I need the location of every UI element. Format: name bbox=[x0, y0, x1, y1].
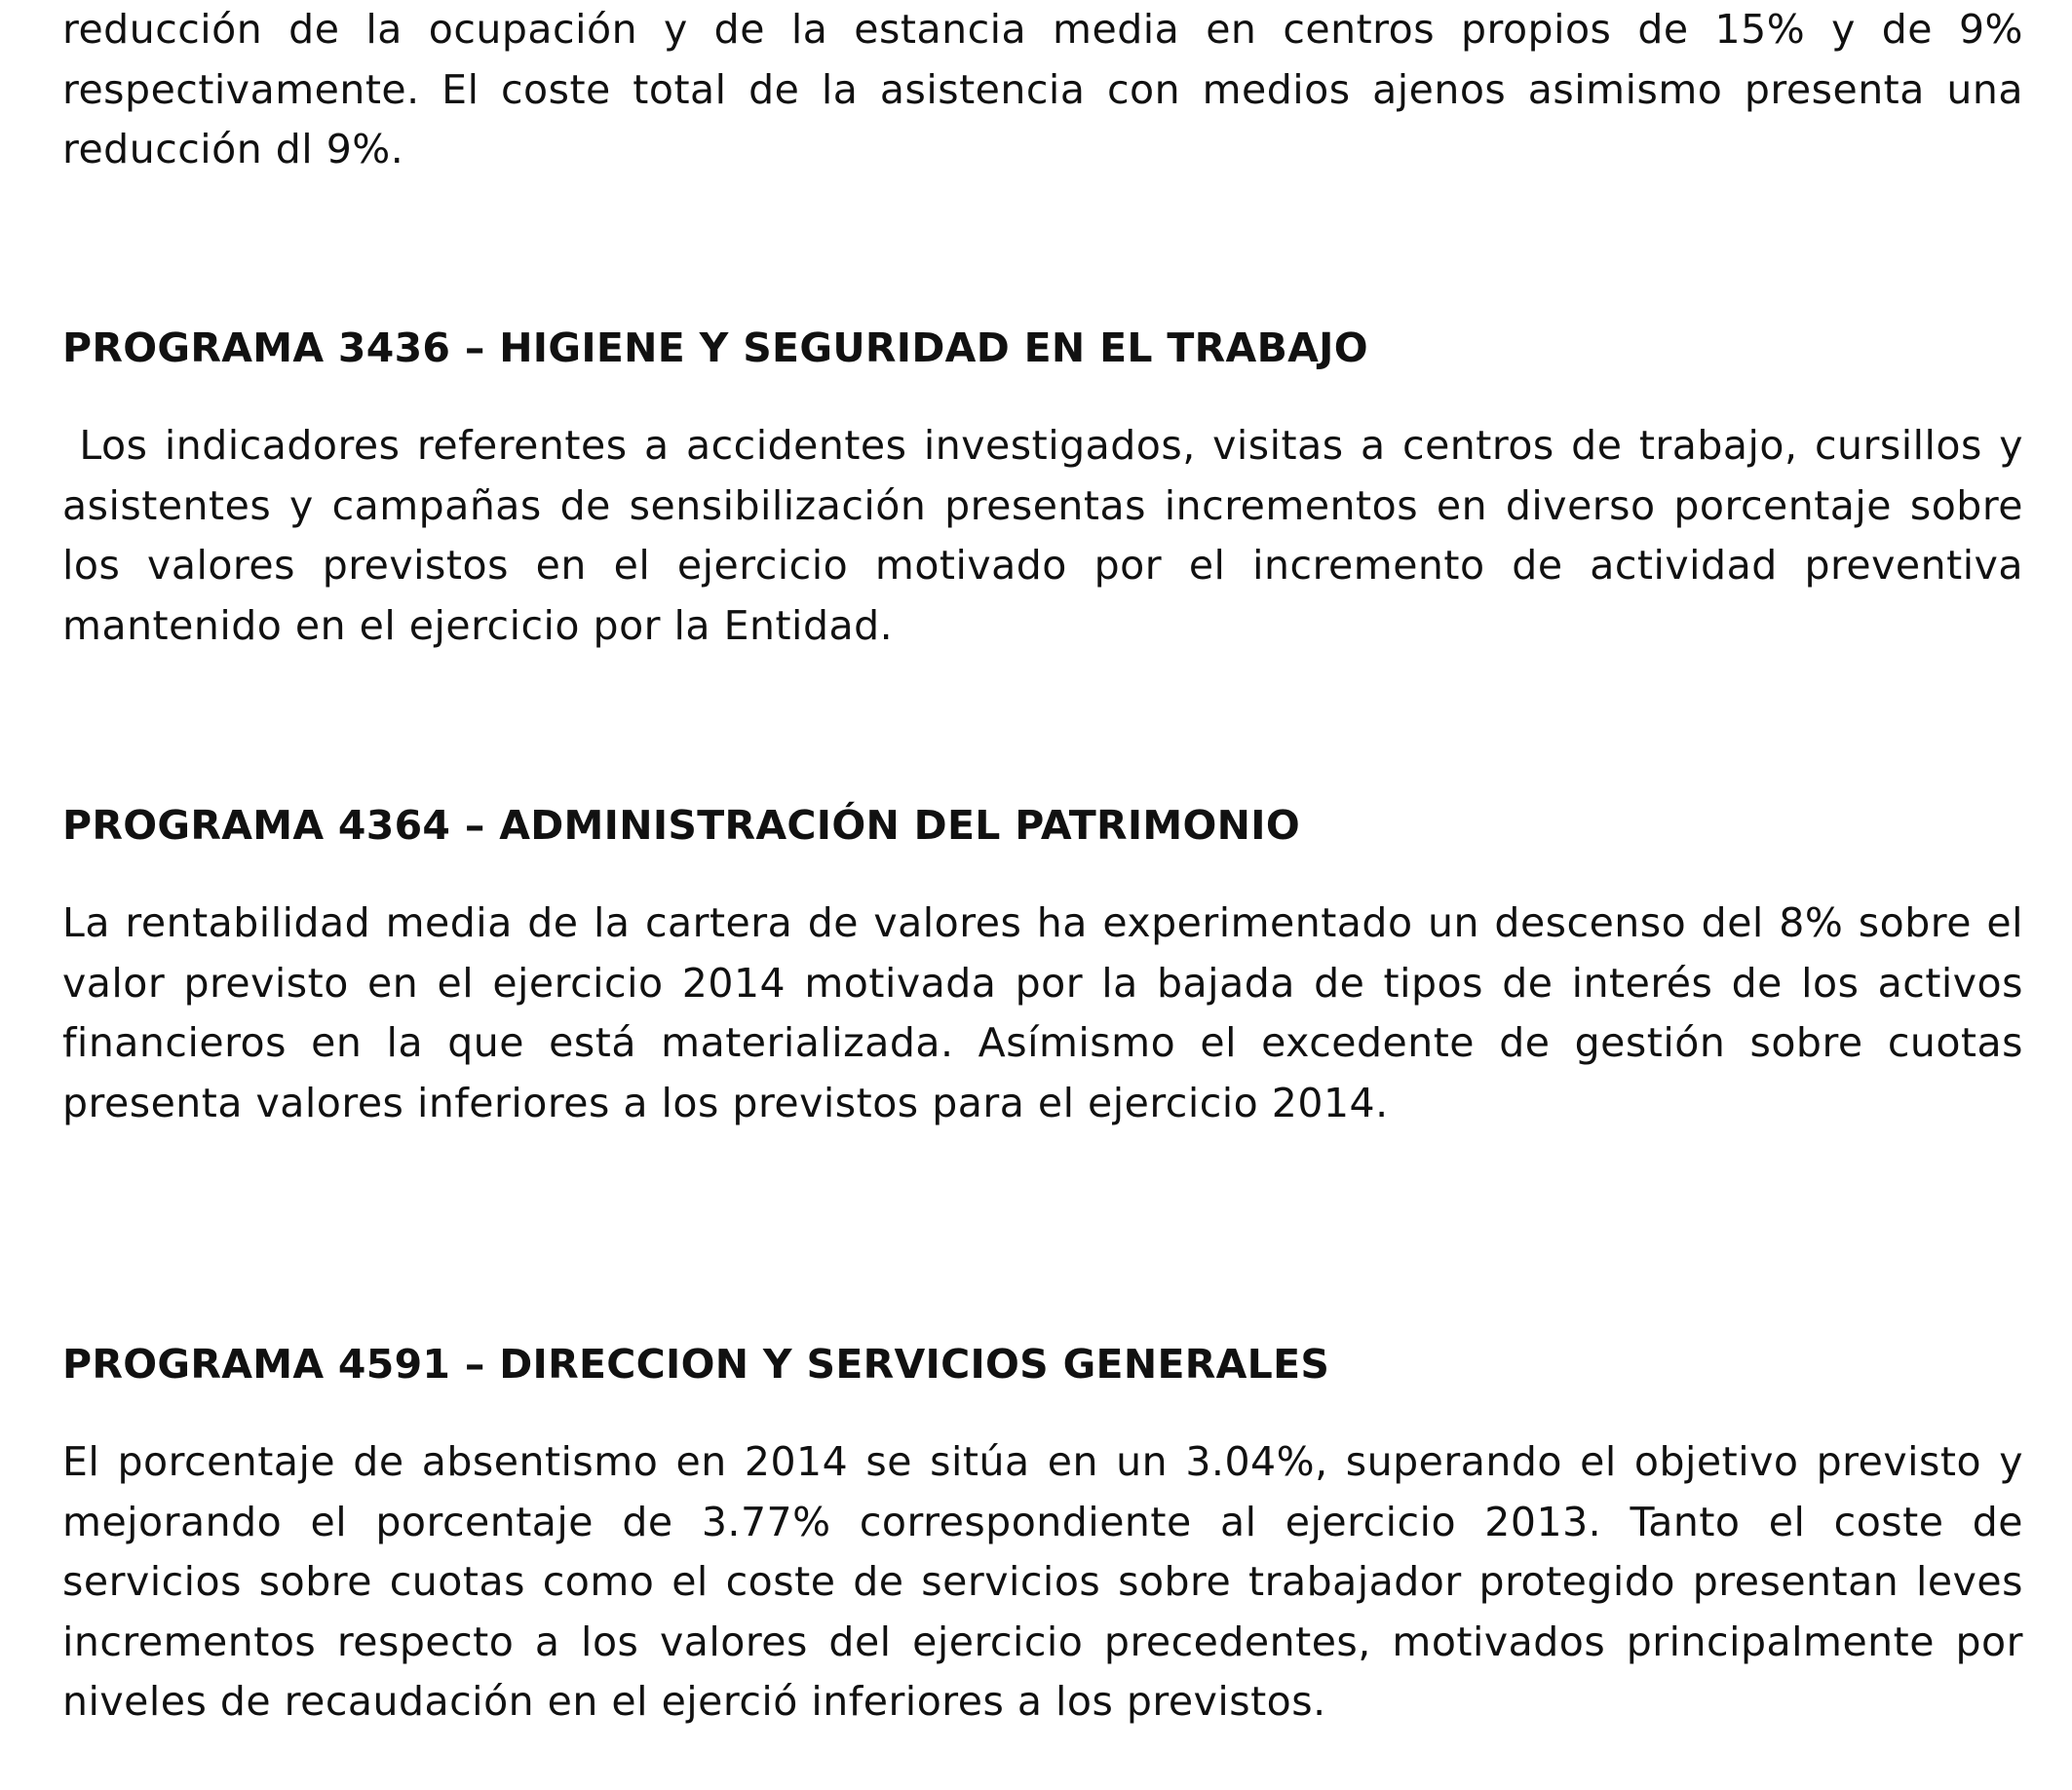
section-heading-4591: PROGRAMA 4591 – DIRECCION Y SERVICIOS GENERALES bbox=[62, 1341, 1330, 1388]
section-body-4591: El porcentaje de absentismo en 2014 se sitúa en un 3.04%, superando el objetivo previsto y mejorando el porcentaje de 3.77% correspondiente al ejercicio 2013. Tanto el coste de servicios sobre cuotas como el coste de servicios sobre trabajador protegido presentan leves incrementos respecto a los valores del ejercicio precedentes, motivados principalmente por niveles de recaudación en el ejerció inferiores a los previstos. bbox=[62, 1438, 2023, 1725]
section-body-3436: Los indicadores referentes a accidentes investigados, visitas a centros de trabajo, cursillos y asistentes y campañas de sensibilización presentas incrementos en diverso porcentaje sobre los valores previstos en el ejercicio motivado por el incremento de actividad preventiva mantenido en el ejercicio por la Entidad. bbox=[62, 422, 2037, 649]
section-body-4364: La rentabilidad media de la cartera de valores ha experimentado un descenso del 8% sobre el valor previsto en el ejercicio 2014 motivada por la bajada de tipos de interés de los activos financieros en la que está materializada. Asímismo el excedente de gestión sobre cuotas presenta valores inferiores a los previstos para el ejercicio 2014. bbox=[62, 899, 2023, 1126]
section-heading-4364: PROGRAMA 4364 – ADMINISTRACIÓN DEL PATRIMONIO bbox=[62, 802, 1301, 849]
intro-paragraph: reducción de la ocupación y de la estancia media en centros propios de 15% y de 9% respectivamente. El coste total de la asistencia con medios ajenos asimismo presenta una reducción dl 9%. bbox=[62, 6, 2023, 172]
section-heading-3436: PROGRAMA 3436 – HIGIENE Y SEGURIDAD EN EL TRABAJO bbox=[62, 324, 1368, 371]
